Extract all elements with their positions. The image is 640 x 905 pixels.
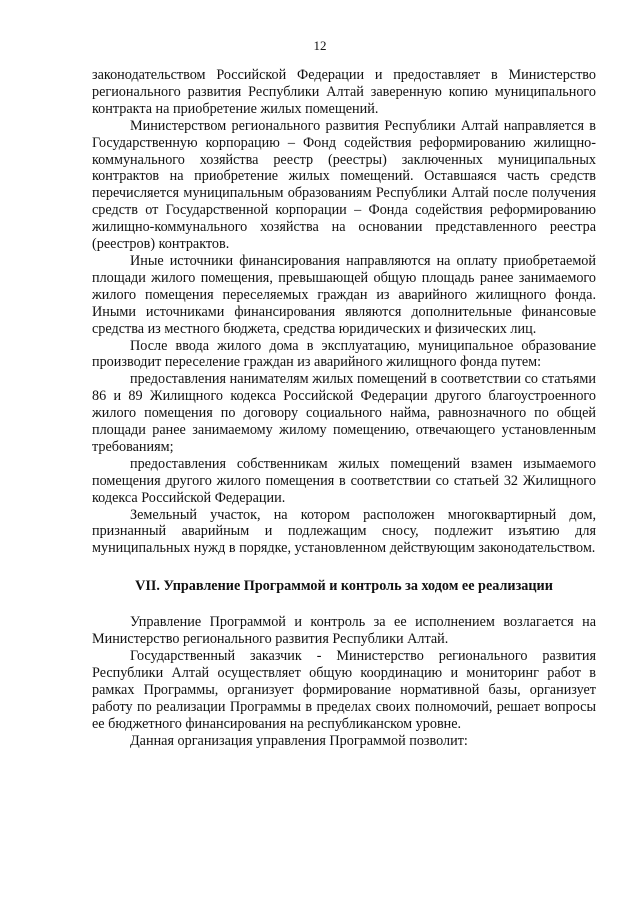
paragraph-other-sources: Иные источники финансирования направляются на оплату приобретаемой площади жилого помещения, превышающей общую площадь ранее занимаемого жилого помещения переселяемых граждан из аварийного жилищного фонда. Иными источниками финансирования являются дополнительные финансовые средства из местного бюджета, средства юридических и физических лиц. [92, 252, 596, 337]
paragraph-management: Управление Программой и контроль за ее исполнением возлагается на Министерство регионального развития Республики Алтай. [92, 614, 596, 648]
paragraph-resettlement-intro: После ввода жилого дома в эксплуатацию, муниципальное образование производит переселение граждан из аварийного жилищного фонда путем: [92, 337, 596, 371]
page-number: 12 [313, 38, 327, 53]
paragraph-registry: Министерством регионального развития Республики Алтай направляется в Государственную корпорацию – Фонд содействия реформированию жилищно-коммунального хозяйства реестр (реестры) заключенных муниципальных контрактов на приобретение жилых помещений. Оставшаяся часть средств перечисляется муниципальным образованиям Республики Алтай после получения средств от Государственной корпорации – Фонда содействия реформированию жилищно-коммунального хозяйства на основании представленного реестра (реестров) контрактов. [92, 117, 596, 253]
paragraph-organization: Данная организация управления Программой позволит: [130, 732, 468, 749]
document-body [92, 67, 596, 750]
paragraph-continuation: законодательством Российской Федерации и предоставляет в Министерство регионального развития Республики Алтай заверенную копию муниципального контракта на приобретение жилых помещений. [92, 67, 596, 117]
paragraph-tenants: предоставления нанимателям жилых помещений в соответствии со статьями 86 и 89 Жилищного кодекса Российской Федерации другого благоустроенного жилого помещения по договору социального найма, равнозначного по общей площади ранее занимаемому жилому помещению, отвечающего установленным требованиям; [92, 371, 596, 455]
paragraph-land-plot: Земельный участок, на котором расположен многоквартирный дом, признанный аварийным и подлежащим сносу, подлежит изъятию для муниципальных нужд в порядке, установленном действующим законодательством. [92, 506, 596, 557]
paragraph-owners: предоставления собственникам жилых помещений взамен изымаемого помещения другого жилого помещения в соответствии со статьей 32 Жилищного кодекса Российской Федерации. [92, 455, 596, 506]
section-heading: VII. Управление Программой и контроль за ходом ее реализации [135, 578, 553, 595]
paragraph-state-customer: Государственный заказчик - Министерство регионального развития Республики Алтай осуществляет общую координацию и мониторинг работ в рамках Программы, организует формирование нормативной базы, организует работу по реализации Программы в пределах своих полномочий, решает вопросы ее бюджетного финансирования на республиканском уровне. [92, 648, 596, 732]
